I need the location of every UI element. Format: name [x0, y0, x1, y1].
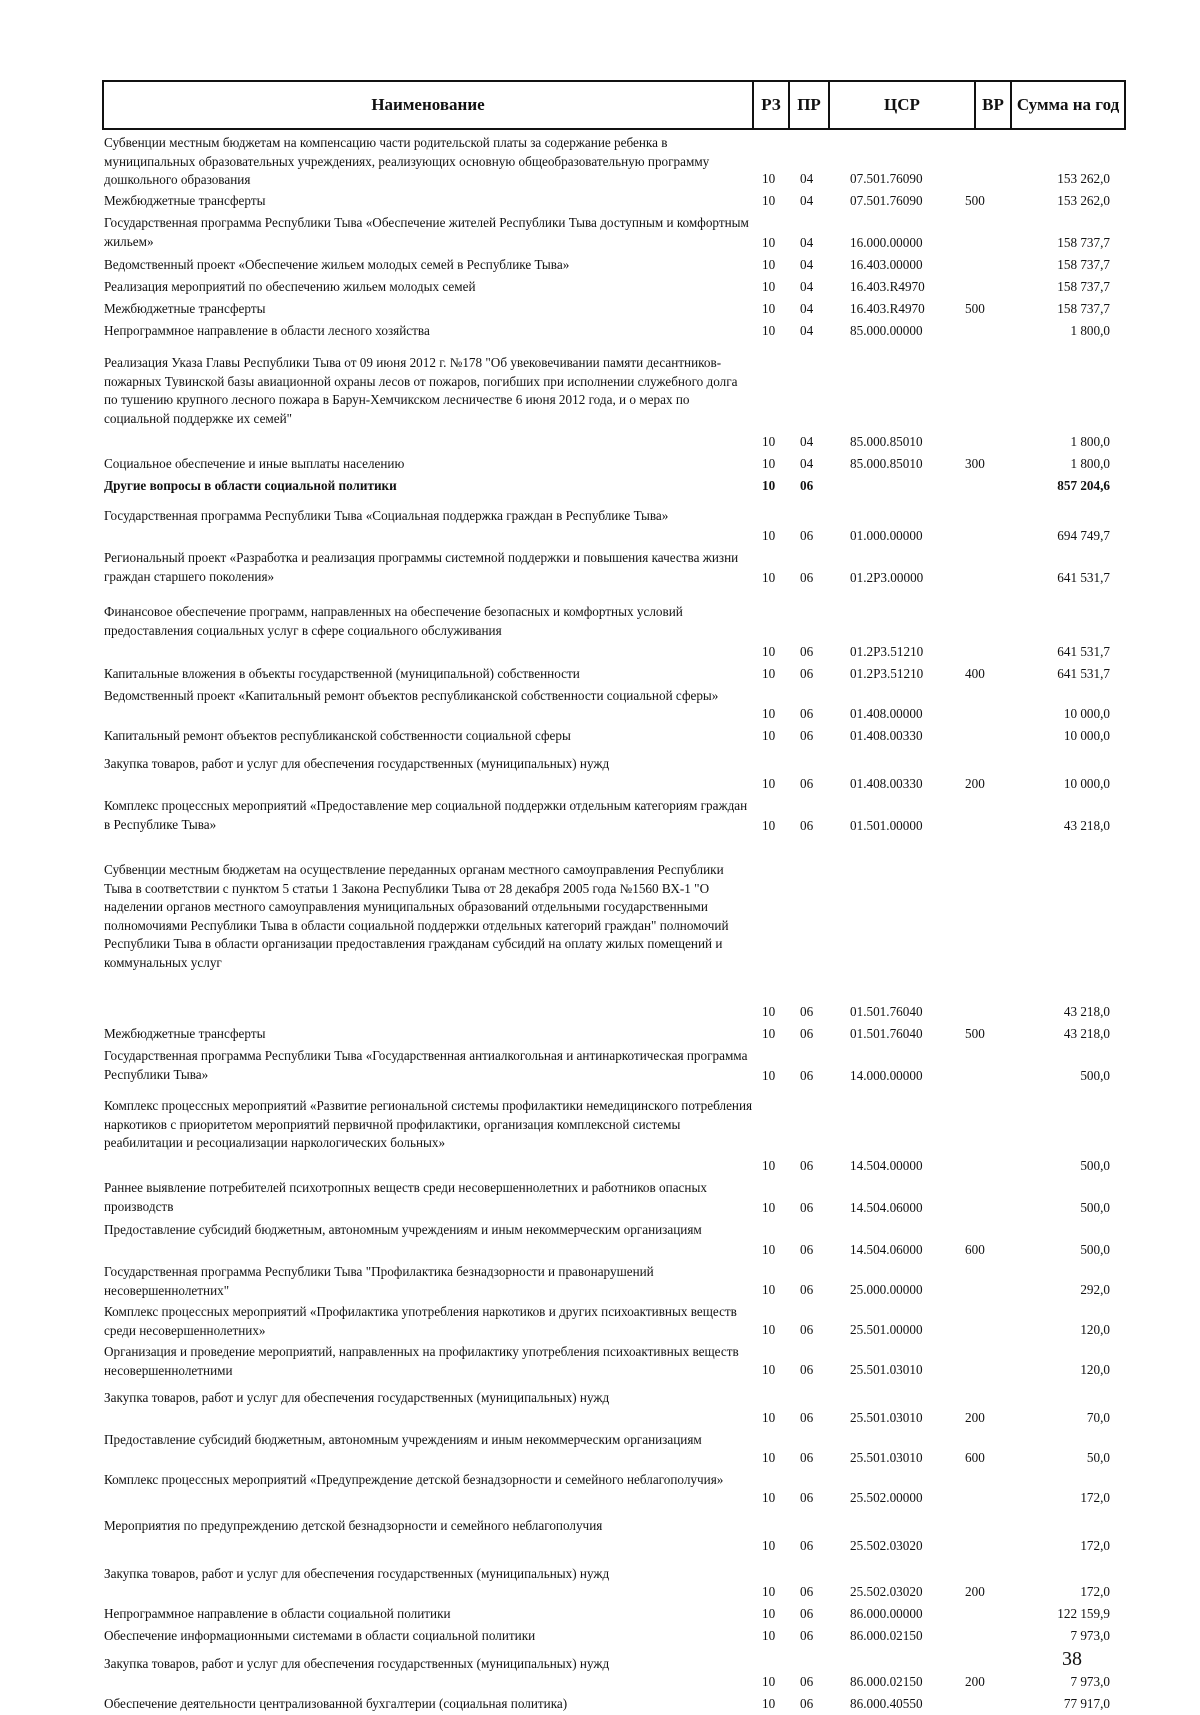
row-pr: 04 [800, 171, 814, 186]
table-row [0, 1301, 1200, 1341]
row-name: Реализация мероприятий по обеспечению жильем молодых семей [104, 279, 476, 294]
table-row [0, 1219, 1200, 1261]
row-name: Государственная программа Республики Тыва «Обеспечение жителей Республики Тыва доступным и комфортным жильем» [104, 215, 749, 249]
row-rz: 10 [762, 1322, 776, 1337]
row-rz: 10 [762, 1696, 776, 1711]
row-rz: 10 [762, 456, 776, 471]
table-row [0, 1087, 1200, 1177]
row-name: Закупка товаров, работ и услуг для обеспечения государственных (муниципальных) нужд [104, 1566, 610, 1581]
row-csr: 16.403.R4970 [850, 279, 925, 294]
table-row [0, 1177, 1200, 1219]
table-row [0, 298, 1200, 320]
row-rz: 10 [762, 193, 776, 208]
row-csr: 25.502.03020 [850, 1538, 923, 1553]
table-row [0, 475, 1200, 497]
row-sum: 500,0 [1080, 1242, 1110, 1257]
row-pr: 06 [800, 1068, 814, 1083]
row-rz: 10 [762, 1674, 776, 1689]
row-csr: 16.403.00000 [850, 257, 923, 272]
row-name: Обеспечение деятельности централизованной бухгалтерии (социальная политика) [104, 1696, 568, 1711]
row-csr: 25.502.03020 [850, 1584, 923, 1599]
header-csr: ЦСР [884, 95, 920, 114]
row-rz: 10 [762, 1450, 776, 1465]
row-name: Предоставление субсидий бюджетным, автономным учреждениям и иным некоммерческим организациям [104, 1222, 702, 1237]
row-csr: 01.2P3.51210 [850, 666, 924, 681]
row-csr: 14.000.00000 [850, 1068, 923, 1083]
row-pr: 04 [800, 456, 814, 471]
row-csr: 14.504.06000 [850, 1200, 923, 1215]
row-sum: 77 917,0 [1063, 1696, 1110, 1711]
row-vr: 300 [965, 456, 985, 471]
row-name: Предоставление субсидий бюджетным, автономным учреждениям и иным некоммерческим организациям [104, 1432, 702, 1447]
row-sum: 120,0 [1080, 1322, 1110, 1337]
row-rz: 10 [762, 1628, 776, 1643]
row-name: Капитальные вложения в объекты государственной (муниципальной) собственности [104, 666, 580, 681]
row-name: Межбюджетные трансферты [104, 1026, 266, 1041]
row-pr: 04 [800, 323, 814, 338]
row-name: Комплекс процессных мероприятий «Предупреждение детской безнадзорности и семейного неблагополучия» [104, 1472, 724, 1487]
row-pr: 06 [800, 1200, 814, 1215]
row-pr: 06 [800, 1538, 814, 1553]
table-row [0, 685, 1200, 725]
row-sum: 500,0 [1080, 1200, 1110, 1215]
row-sum: 10 000,0 [1063, 776, 1110, 791]
table-row [0, 1509, 1200, 1557]
row-sum: 158 737,7 [1057, 235, 1110, 250]
row-rz: 10 [762, 434, 776, 449]
row-vr: 200 [965, 1674, 985, 1689]
row-csr: 01.408.00330 [850, 776, 923, 791]
row-sum: 158 737,7 [1057, 257, 1110, 272]
row-sum: 43 218,0 [1063, 1026, 1110, 1041]
table-row [0, 1341, 1200, 1381]
row-name: Межбюджетные трансферты [104, 301, 266, 316]
header-name: Наименование [371, 95, 485, 114]
row-pr: 06 [800, 570, 814, 585]
row-pr: 06 [800, 1322, 814, 1337]
row-rz: 10 [762, 706, 776, 721]
row-csr: 14.504.06000 [850, 1242, 923, 1257]
table-row [0, 663, 1200, 685]
row-pr: 06 [800, 818, 814, 833]
row-name: Мероприятия по предупреждению детской безнадзорности и семейного неблагополучия [104, 1518, 603, 1533]
row-rz: 10 [762, 728, 776, 743]
row-sum: 70,0 [1086, 1410, 1110, 1425]
row-sum: 172,0 [1080, 1490, 1110, 1505]
row-pr: 06 [800, 1674, 814, 1689]
table-row [0, 747, 1200, 795]
row-rz: 10 [762, 1584, 776, 1599]
row-name: Реализация Указа Главы Республики Тыва от 09 июня 2012 г. №178 "Об увековечивании памяти десантников-пожарных Тувинской базы авиационной охраны лесов от пожаров, погибших при исполнении служебного долга по тушению крупного лесного пожара в Барун-Хемчикском лесничестве 6 июня 2012 года, и о мерах по социальной поддержке их семей" [104, 355, 738, 426]
row-vr: 500 [965, 1026, 985, 1041]
row-vr: 200 [965, 776, 985, 791]
row-rz: 10 [762, 776, 776, 791]
row-name: Субвенции местным бюджетам на компенсацию части родительской платы за содержание ребенка в муниципальных образовательных учреждениях, реализующих основную общеобразовательную программу дошкольного образования [104, 135, 710, 188]
row-csr: 85.000.00000 [850, 323, 923, 338]
row-csr: 01.2P3.51210 [850, 644, 924, 659]
row-rz: 10 [762, 1242, 776, 1257]
row-csr: 16.000.00000 [850, 235, 923, 250]
row-sum: 1 800,0 [1070, 456, 1110, 471]
row-vr: 500 [965, 193, 985, 208]
row-rz: 10 [762, 301, 776, 316]
row-rz: 10 [762, 171, 776, 186]
row-pr: 06 [800, 1490, 814, 1505]
row-sum: 158 737,7 [1057, 301, 1110, 316]
row-name: Другие вопросы в области социальной политики [104, 478, 397, 493]
row-name: Непрограммное направление в области лесного хозяйства [104, 323, 430, 338]
header-sum: Сумма на год [1016, 95, 1120, 114]
row-rz: 10 [762, 666, 776, 681]
table-row [0, 1469, 1200, 1509]
row-pr: 06 [800, 1282, 814, 1297]
row-rz: 10 [762, 279, 776, 294]
table-row [0, 320, 1200, 342]
row-sum: 172,0 [1080, 1584, 1110, 1599]
table-row [0, 547, 1200, 589]
table-row [0, 1381, 1200, 1429]
table-row [0, 1045, 1200, 1087]
row-pr: 06 [800, 728, 814, 743]
row-rz: 10 [762, 323, 776, 338]
row-pr: 06 [800, 776, 814, 791]
row-name: Государственная программа Республики Тыва «Государственная антиалкогольная и антинаркотическая программа Республики Тыва» [104, 1048, 748, 1082]
row-pr: 06 [800, 1026, 814, 1041]
row-csr: 01.501.76040 [850, 1004, 923, 1019]
row-sum: 500,0 [1080, 1068, 1110, 1083]
row-rz: 10 [762, 1026, 776, 1041]
header-pr: ПР [797, 95, 821, 114]
row-name: Государственная программа Республики Тыва «Социальная поддержка граждан в Республике Тыва» [104, 508, 669, 523]
row-name: Закупка товаров, работ и услуг для обеспечения государственных (муниципальных) нужд [104, 756, 610, 771]
row-rz: 10 [762, 235, 776, 250]
row-sum: 43 218,0 [1063, 1004, 1110, 1019]
row-sum: 7 973,0 [1070, 1674, 1110, 1689]
row-pr: 06 [800, 1242, 814, 1257]
row-csr: 01.501.00000 [850, 818, 923, 833]
row-name: Государственная программа Республики Тыва "Профилактика безнадзорности и правонарушений несовершеннолетних" [104, 1264, 654, 1298]
table-row [0, 212, 1200, 254]
row-sum: 153 262,0 [1057, 171, 1110, 186]
table-row [0, 1023, 1200, 1045]
row-csr: 85.000.85010 [850, 434, 923, 449]
row-csr: 86.000.02150 [850, 1628, 923, 1643]
table-row [0, 1261, 1200, 1301]
row-name: Непрограммное направление в области социальной политики [104, 1606, 451, 1621]
row-pr: 04 [800, 235, 814, 250]
table-row [0, 276, 1200, 298]
row-sum: 694 749,7 [1057, 528, 1110, 543]
row-csr: 86.000.00000 [850, 1606, 923, 1621]
row-sum: 153 262,0 [1057, 193, 1110, 208]
table-row [0, 190, 1200, 212]
row-rz: 10 [762, 1410, 776, 1425]
row-pr: 04 [800, 279, 814, 294]
row-sum: 10 000,0 [1063, 706, 1110, 721]
row-pr: 06 [800, 528, 814, 543]
row-name: Финансовое обеспечение программ, направленных на обеспечение безопасных и комфортных условий предоставления социальных услуг в сфере социального обслуживания [104, 604, 683, 638]
row-sum: 120,0 [1080, 1362, 1110, 1377]
table-row [0, 453, 1200, 475]
row-rz: 10 [762, 1282, 776, 1297]
row-sum: 7 973,0 [1070, 1628, 1110, 1643]
header-rz: РЗ [761, 95, 781, 114]
row-pr: 06 [800, 1450, 814, 1465]
row-pr: 06 [800, 1696, 814, 1711]
row-pr: 06 [800, 1584, 814, 1599]
row-csr: 85.000.85010 [850, 456, 923, 471]
row-name: Закупка товаров, работ и услуг для обеспечения государственных (муниципальных) нужд [104, 1656, 610, 1671]
table-row [0, 497, 1200, 547]
table-row [0, 342, 1200, 453]
row-csr: 07.501.76090 [850, 171, 923, 186]
row-csr: 14.504.00000 [850, 1158, 923, 1173]
table-row [0, 837, 1200, 1023]
row-vr: 200 [965, 1410, 985, 1425]
row-sum: 1 800,0 [1070, 434, 1110, 449]
row-name: Организация и проведение мероприятий, направленных на профилактику употребления психоактивных веществ несовершеннолетними [104, 1344, 739, 1378]
row-name: Раннее выявление потребителей психотропных веществ среди несовершеннолетних и работников опасных производств [104, 1180, 707, 1214]
row-pr: 06 [800, 644, 814, 659]
row-name: Комплекс процессных мероприятий «Предоставление мер социальной поддержки отдельным категориям граждан в Республике Тыва» [104, 798, 748, 832]
row-sum: 172,0 [1080, 1538, 1110, 1553]
row-csr: 25.502.00000 [850, 1490, 923, 1505]
row-rz: 10 [762, 1158, 776, 1173]
row-rz: 10 [762, 478, 776, 493]
row-pr: 06 [800, 1004, 814, 1019]
row-sum: 158 737,7 [1057, 279, 1110, 294]
row-sum: 50,0 [1086, 1450, 1110, 1465]
row-name: Обеспечение информационными системами в области социальной политики [104, 1628, 536, 1643]
row-rz: 10 [762, 1538, 776, 1553]
row-pr: 04 [800, 193, 814, 208]
table-row [0, 132, 1200, 190]
row-pr: 06 [800, 478, 814, 493]
table-row [0, 725, 1200, 747]
row-rz: 10 [762, 570, 776, 585]
row-name: Ведомственный проект «Капитальный ремонт объектов республиканской собственности социальной сферы» [104, 688, 719, 703]
row-rz: 10 [762, 1004, 776, 1019]
table-header [102, 80, 1126, 130]
table-row [0, 1647, 1200, 1693]
row-csr: 07.501.76090 [850, 193, 923, 208]
row-pr: 06 [800, 706, 814, 721]
row-sum: 10 000,0 [1063, 728, 1110, 743]
table-body [0, 132, 1200, 1715]
row-pr: 06 [800, 666, 814, 681]
table-row [0, 1429, 1200, 1469]
table-row [0, 1693, 1200, 1715]
row-pr: 06 [800, 1410, 814, 1425]
table-row [0, 795, 1200, 837]
row-csr: 86.000.02150 [850, 1674, 923, 1689]
page-number: 38 [1062, 1648, 1082, 1670]
row-pr: 04 [800, 434, 814, 449]
row-vr: 600 [965, 1450, 985, 1465]
row-csr: 25.501.03010 [850, 1450, 923, 1465]
header-vr: ВР [982, 95, 1004, 114]
table-row [0, 589, 1200, 663]
row-name: Закупка товаров, работ и услуг для обеспечения государственных (муниципальных) нужд [104, 1390, 610, 1405]
row-rz: 10 [762, 1606, 776, 1621]
row-sum: 641 531,7 [1057, 666, 1110, 681]
row-pr: 06 [800, 1362, 814, 1377]
row-csr: 01.501.76040 [850, 1026, 923, 1041]
row-csr: 86.000.40550 [850, 1696, 923, 1711]
row-csr: 01.000.00000 [850, 528, 923, 543]
row-sum: 857 204,6 [1057, 478, 1110, 493]
row-rz: 10 [762, 818, 776, 833]
row-name: Социальное обеспечение и иные выплаты населению [104, 456, 405, 471]
row-sum: 641 531,7 [1057, 570, 1110, 585]
row-name: Межбюджетные трансферты [104, 193, 266, 208]
row-rz: 10 [762, 1490, 776, 1505]
table-row [0, 1603, 1200, 1625]
row-pr: 06 [800, 1628, 814, 1643]
row-name: Ведомственный проект «Обеспечение жильем молодых семей в Республике Тыва» [104, 257, 570, 272]
row-sum: 500,0 [1080, 1158, 1110, 1173]
table-row [0, 1557, 1200, 1603]
row-csr: 16.403.R4970 [850, 301, 925, 316]
row-pr: 06 [800, 1606, 814, 1621]
row-name: Субвенции местным бюджетам на осуществление переданных органам местного самоуправления Республики Тыва в соответствии с пунктом 5 статьи 1 Закона Республики Тыва от 28 декабря 2005 года №1560 ВХ-1 "О наделении органов местного самоуправления муниципальных образований отдельными государственными полномочиями Республики Тыва в области социальной поддержки отдельных категорий граждан" полномочий Республики Тыва в области организации предоставления гражданам субсидий на оплату жилых помещений и коммунальных услуг [104, 862, 729, 970]
row-vr: 600 [965, 1242, 985, 1257]
row-name: Капитальный ремонт объектов республиканской собственности социальной сферы [104, 728, 571, 743]
row-rz: 10 [762, 257, 776, 272]
row-csr: 25.501.00000 [850, 1322, 923, 1337]
row-csr: 01.2P3.00000 [850, 570, 924, 585]
row-name: Комплекс процессных мероприятий «Развитие региональной системы профилактики немедицинского потребления наркотиков с приоритетом мероприятий первичной профилактики, организация комплексной системы реабилитации и ресоциализации наркологических больных» [104, 1098, 753, 1151]
row-sum: 1 800,0 [1070, 323, 1110, 338]
table-row [0, 1625, 1200, 1647]
row-sum: 43 218,0 [1063, 818, 1110, 833]
row-vr: 500 [965, 301, 985, 316]
row-rz: 10 [762, 528, 776, 543]
row-pr: 04 [800, 301, 814, 316]
row-csr: 25.501.03010 [850, 1362, 923, 1377]
table-row [0, 254, 1200, 276]
row-csr: 01.408.00000 [850, 706, 923, 721]
row-csr: 25.501.03010 [850, 1410, 923, 1425]
row-pr: 06 [800, 1158, 814, 1173]
row-rz: 10 [762, 1200, 776, 1215]
row-rz: 10 [762, 1362, 776, 1377]
row-name: Региональный проект «Разработка и реализация программы системной поддержки и повышения качества жизни граждан старшего поколения» [104, 550, 739, 584]
row-sum: 122 159,9 [1057, 1606, 1110, 1621]
row-vr: 400 [965, 666, 985, 681]
row-rz: 10 [762, 1068, 776, 1083]
row-vr: 200 [965, 1584, 985, 1599]
row-sum: 292,0 [1080, 1282, 1110, 1297]
row-rz: 10 [762, 644, 776, 659]
row-pr: 04 [800, 257, 814, 272]
row-csr: 25.000.00000 [850, 1282, 923, 1297]
row-name: Комплекс процессных мероприятий «Профилактика употребления наркотиков и других психоактивных веществ среди несовершеннолетних» [104, 1304, 737, 1338]
row-csr: 01.408.00330 [850, 728, 923, 743]
row-sum: 641 531,7 [1057, 644, 1110, 659]
